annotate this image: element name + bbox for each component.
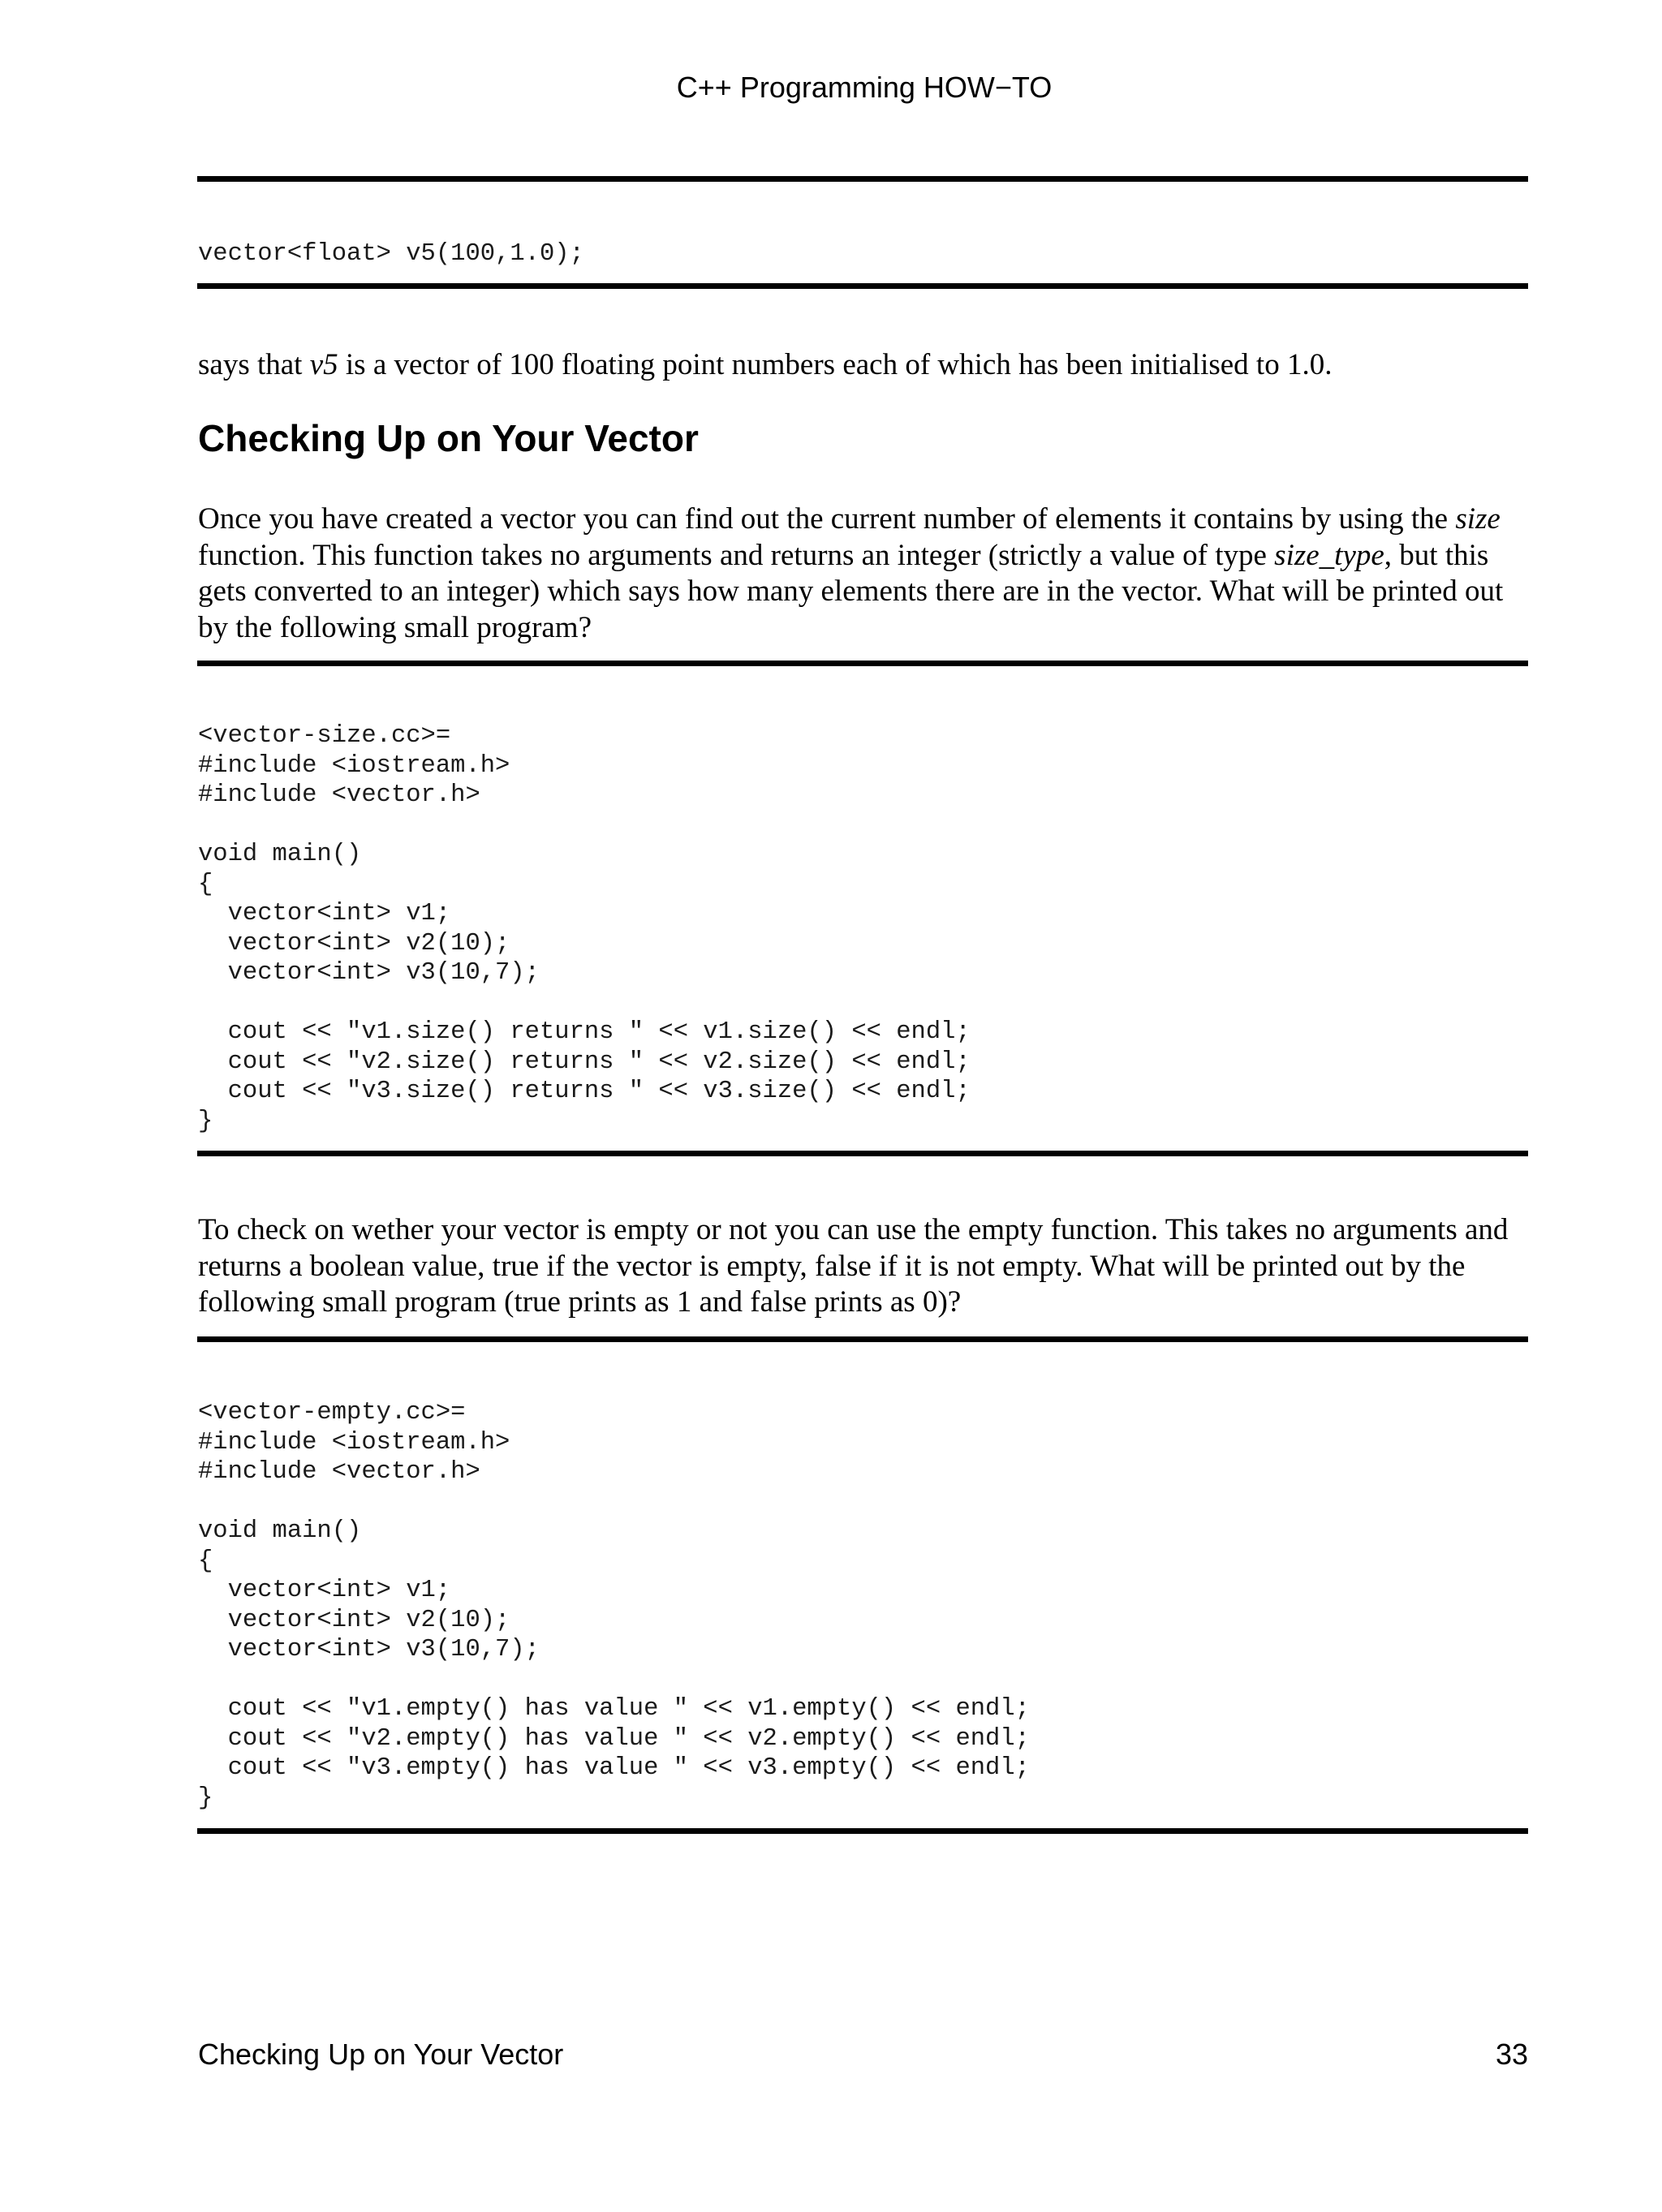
paragraph-text: is a vector of 100 floating point numbers each of which has been initialised to 1.0. [338, 348, 1333, 381]
running-header: C++ Programming HOW−TO [676, 71, 1053, 104]
code-bottom-rule [197, 1151, 1528, 1156]
code-top-rule [197, 661, 1528, 666]
function-name: size [1455, 502, 1501, 536]
code-bottom-rule [197, 1828, 1528, 1834]
code-block-v5: vector<float> v5(100,1.0); [198, 240, 584, 268]
code-top-rule [197, 1336, 1528, 1342]
paragraph-size-description [198, 501, 1529, 646]
paragraph-text: says that [198, 348, 310, 381]
code-top-rule [197, 176, 1528, 182]
code-bottom-rule [197, 283, 1528, 289]
paragraph-v5-description [198, 347, 1529, 384]
footer-section-title: Checking Up on Your Vector [198, 2038, 564, 2071]
paragraph-empty-description: To check on wether your vector is empty or not you can use the empty function. This takes no arguments and returns a boolean value, true if the vector is empty, false if it is not empty. What will be printed out by the following small program (true prints as 1 and false prints as 0)? [198, 1213, 1509, 1319]
code-block-vector-empty: <vector-empty.cc>= #include <iostream.h> #include <vector.h> void main() { vector<int> v1; vector<int> v2(10); vector<int> v3(10,7); cout << "v1.empty() has value " << v1.empty() << endl; cout << "v2.empty() has value " << v2.empty() << endl; cout << "v3.empty() has value " << v3.empty() << endl; } [198, 1399, 1030, 1812]
paragraph-text: , but this gets converted to an integer) which says how many elements there are in the vector. What will be printed out by the following small program? [198, 538, 1504, 644]
paragraph-text: Once you have created a vector you can find out the current number of elements it contains by using the [198, 502, 1456, 536]
code-block-vector-size: <vector-size.cc>= #include <iostream.h> #include <vector.h> void main() { vector<int> v1; vector<int> v2(10); vector<int> v3(10,7); cout << "v1.size() returns " << v1.size() << endl; cout << "v2.size() returns " << v2.size() << endl; cout << "v3.size() returns " << v3.size() << endl; } [198, 722, 971, 1135]
paragraph-text: function. This function takes no arguments and returns an integer (strictly a value of type [198, 538, 1275, 572]
type-name: size_type [1274, 538, 1384, 572]
variable-name: v5 [309, 348, 338, 381]
page-number: 33 [1495, 2038, 1528, 2071]
section-heading: Checking Up on Your Vector [198, 417, 699, 459]
